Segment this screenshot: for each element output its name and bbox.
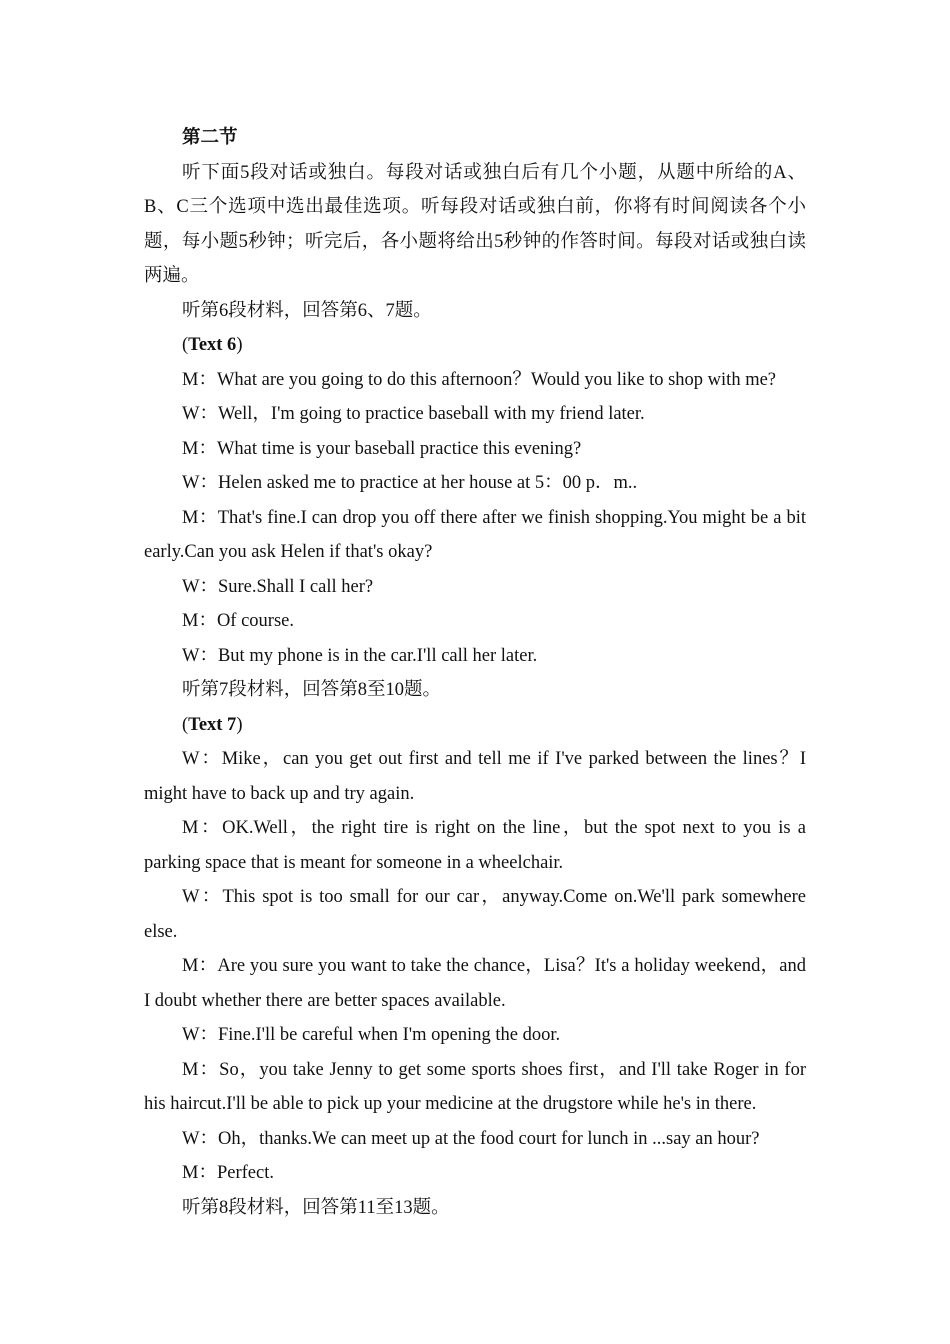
dialogue-line: M：So，you take Jenny to get some sports shoes first，and I'll take Roger in for his haircut.I'll be able to pick up your medicine at the drugstore while he's in there. xyxy=(144,1059,806,1114)
dialogue-line: M：That's fine.I can drop you off there after we finish shopping.You might be a bit early.Can you ask Helen if that's okay? xyxy=(144,507,806,562)
dialogue-line: M：Perfect. xyxy=(182,1163,274,1183)
text6-label: (Text 6) xyxy=(182,335,243,355)
dialogue-line: M：What time is your baseball practice this evening? xyxy=(182,438,582,459)
dialogue-line: W：Oh，thanks.We can meet up at the food court for lunch in ...say an hour? xyxy=(182,1128,760,1149)
dialogue-line: M：Are you sure you want to take the chance，Lisa？It's a holiday weekend，and I doubt whether there are better spaces available. xyxy=(144,956,806,1011)
dialogue-line: W：Sure.Shall I call her? xyxy=(182,576,374,597)
dialogue-line: W：Well，I'm going to practice baseball with my friend later. xyxy=(182,404,645,424)
text7-label: (Text 7) xyxy=(182,714,243,735)
section-title: 第二节 xyxy=(182,128,238,148)
dialogue-line: W：Fine.I'll be careful when I'm opening the door. xyxy=(182,1025,561,1045)
text6-intro: 听第6段材料，回答第6、7题。 xyxy=(182,300,432,321)
dialogue-line: M：What are you going to do this afternoon？Would you like to shop with me? xyxy=(182,369,777,390)
text8-intro: 听第8段材料，回答第11至13题。 xyxy=(182,1197,450,1218)
text7-intro: 听第7段材料，回答第8至10题。 xyxy=(182,680,442,700)
dialogue-line: W：Mike，can you get out first and tell me if I've parked between the lines？I might have to back up and try again. xyxy=(144,749,806,804)
dialogue-line: W：Helen asked me to practice at her house at 5：00 p．m.. xyxy=(182,473,638,493)
dialogue-line: M：OK.Well，the right tire is right on the line，but the spot next to you is a parking space that is meant for someone in a wheelchair. xyxy=(144,818,806,873)
dialogue-line: W：This spot is too small for our car，anyway.Come on.We'll park somewhere else. xyxy=(144,887,806,942)
dialogue-line: M：Of course. xyxy=(182,611,295,631)
section-instructions: 听下面5段对话或独白。每段对话或独白后有几个小题，从题中所给的A、B、C三个选项中选出最佳选项。听每段对话或独白前，你将有时间阅读各个小题，每小题5秒钟；听完后，各小题将给出5秒钟的作答时间。每段对话或独白读两遍。 xyxy=(144,162,806,286)
dialogue-line: W：But my phone is in the car.I'll call her later. xyxy=(182,645,538,666)
document-content xyxy=(144,121,806,1225)
